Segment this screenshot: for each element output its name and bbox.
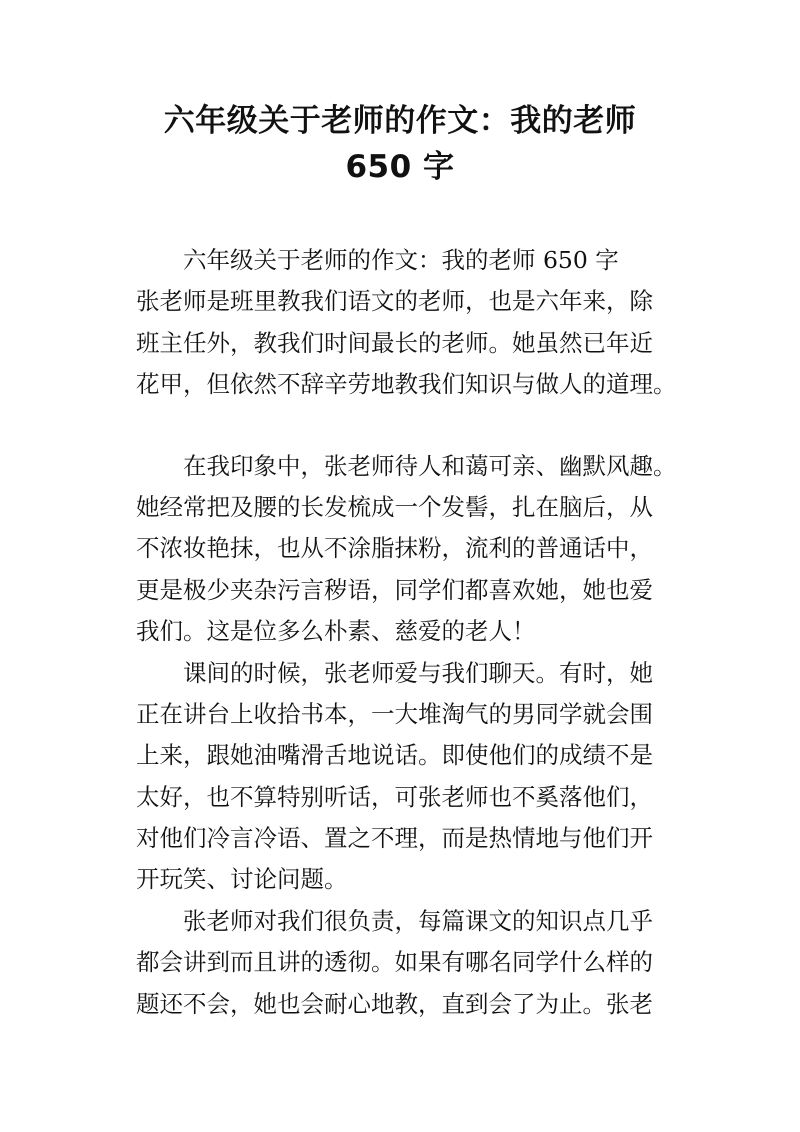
text-line: 她经常把及腰的长发梳成一个发髻，扎在脑后，从 (136, 492, 653, 521)
text-line: 在我印象中，张老师待人和蔼可亲、幽默风趣。 (183, 451, 677, 480)
paragraph-gap (136, 406, 668, 446)
essay-body (136, 240, 677, 1025)
text-line: 题还不会，她也会耐心地教，直到会了为止。张老 (136, 989, 653, 1018)
text-line: 更是极少夹杂污言秽语，同学们都喜欢她，她也爱 (136, 575, 653, 604)
text-line: 正在讲台上收拾书本，一大堆淘气的男同学就会围 (136, 699, 653, 728)
text-line: 对他们冷言冷语、置之不理，而是热情地与他们开 (136, 824, 653, 853)
title-line-2: 650 字 (345, 149, 455, 185)
text-line: 都会讲到而且讲的透彻。如果有哪名同学什么样的 (136, 948, 653, 977)
text-line: 张老师对我们很负责，每篇课文的知识点几乎 (183, 906, 653, 935)
text-line: 班主任外，教我们时间最长的老师。她虽然已年近 (136, 328, 653, 357)
text-line: 课间的时候，张老师爱与我们聊天。有时，她 (183, 658, 653, 687)
title-line-1: 六年级关于老师的作文：我的老师 (163, 103, 637, 139)
text-line: 太好，也不算特别听话，可张老师也不奚落他们， (136, 782, 653, 811)
text-line: 我们。这是位多么朴素、慈爱的老人！ (136, 617, 536, 646)
text-line: 张老师是班里教我们语文的老师，也是六年来，除 (136, 287, 653, 316)
subtitle-line: 六年级关于老师的作文：我的老师 650 字 (183, 246, 619, 274)
document-title (0, 98, 800, 190)
text-line: 不浓妆艳抹，也从不涂脂抹粉，流利的普通话中， (136, 534, 653, 563)
text-line: 开玩笑、讨论问题。 (136, 865, 348, 894)
text-line: 上来，跟她油嘴滑舌地说话。即使他们的成绩不是 (136, 741, 653, 770)
text-line: 花甲，但依然不辞辛劳地教我们知识与做人的道理。 (136, 370, 677, 399)
